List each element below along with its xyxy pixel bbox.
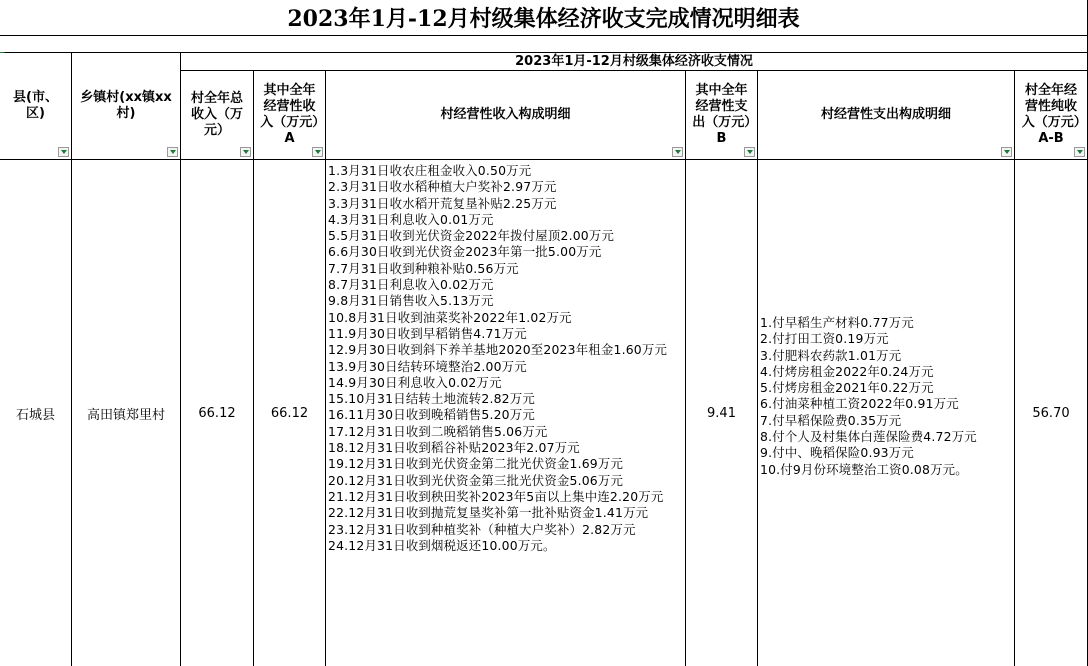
header-net-income-label: 村全年经营性纯收入（万元）A-B: [1021, 83, 1081, 146]
income-detail-item: 13.9月30日结转环境整治2.00万元: [328, 358, 527, 374]
income-detail-item: 18.12月31日收到稻谷补贴2023年2.07万元: [328, 440, 580, 456]
header-village[interactable]: [72, 53, 181, 160]
expense-detail-item: 3.付肥料农药款1.01万元: [760, 347, 902, 363]
expense-detail-item: 7.付早稻保险费0.35万元: [760, 412, 902, 428]
dropdown-filter-icon[interactable]: [1074, 147, 1085, 157]
cell-income-detail[interactable]: [326, 160, 686, 666]
income-detail-item: 23.12月31日收到种植奖补（种植大户奖补）2.82万元: [328, 521, 636, 537]
cell-operating-expense[interactable]: 9.41: [686, 160, 758, 666]
cell-village[interactable]: 高田镇郑里村: [72, 160, 181, 666]
dropdown-filter-icon[interactable]: [58, 147, 69, 157]
header-operating-expense-label: 其中全年经营性支出（万元）B: [692, 83, 751, 146]
income-detail-item: 3.3月31日收水稻开荒复垦补贴2.25万元: [328, 195, 557, 211]
header-county-label: 县(市、区): [13, 90, 58, 121]
header-total-income[interactable]: [181, 71, 254, 160]
header-operating-expense[interactable]: [686, 71, 758, 160]
income-detail-item: 22.12月31日收到抛荒复垦奖补第一批补贴资金1.41万元: [328, 505, 649, 521]
income-detail-item: 8.7月31日利息收入0.02万元: [328, 277, 494, 293]
group-header[interactable]: 2023年1月-12月村级集体经济收支情况: [181, 53, 1088, 71]
income-detail-item: 9.8月31日销售收入5.13万元: [328, 293, 494, 309]
header-income-detail-label: 村经营性收入构成明细: [440, 107, 571, 122]
income-detail-item: 24.12月31日收到烟税返还10.00万元。: [328, 537, 556, 553]
header-village-label: 乡镇村(xx镇xx村): [80, 90, 172, 121]
income-detail-item: 4.3月31日利息收入0.01万元: [328, 211, 494, 227]
spacer-row[interactable]: [0, 36, 1088, 53]
cell-county[interactable]: 石城县: [0, 160, 72, 666]
cell-operating-income[interactable]: 66.12: [254, 160, 326, 666]
cell-expense-detail[interactable]: [758, 160, 1015, 666]
income-detail-item: 19.12月31日收到光伏资金第二批光伏资金1.69万元: [328, 456, 624, 472]
sheet-title[interactable]: 2023年1月-12月村级集体经济收支完成情况明细表: [0, 0, 1088, 36]
expense-detail-item: 1.付早稻生产材料0.77万元: [760, 315, 914, 330]
header-operating-income-label: 其中全年经营性收入（万元）A: [260, 83, 319, 146]
income-detail-item: 7.7月31日收到种粮补贴0.56万元: [328, 260, 519, 276]
income-detail-item: 5.5月31日收到光伏资金2022年拨付屋顶2.00万元: [328, 228, 615, 244]
expense-detail-item: 8.付个人及村集体白莲保险费4.72万元: [760, 429, 977, 445]
expense-detail-item: 4.付烤房租金2022年0.24万元: [760, 363, 934, 379]
dropdown-filter-icon[interactable]: [1001, 147, 1012, 157]
dropdown-filter-icon[interactable]: [240, 147, 251, 157]
income-detail-item: 17.12月31日收到二晚稻销售5.06万元: [328, 423, 548, 439]
income-detail-item: 16.11月30日收到晚稻销售5.20万元: [328, 407, 535, 423]
expense-detail-item: 5.付烤房租金2021年0.22万元: [760, 380, 934, 396]
income-detail-item: 20.12月31日收到光伏资金第三批光伏资金5.06万元: [328, 472, 624, 488]
header-net-income[interactable]: [1015, 71, 1088, 160]
dropdown-filter-icon[interactable]: [167, 147, 178, 157]
dropdown-filter-icon[interactable]: [744, 147, 755, 157]
dropdown-filter-icon[interactable]: [312, 147, 323, 157]
income-detail-item: 1.3月31日收农庄租金收入0.50万元: [328, 163, 532, 178]
expense-detail-item: 9.付中、晚稻保险0.93万元: [760, 445, 914, 461]
income-detail-item: 11.9月30日收到早稻销售4.71万元: [328, 325, 527, 341]
income-detail-item: 21.12月31日收到秧田奖补2023年5亩以上集中连2.20万元: [328, 488, 664, 504]
income-detail-item: 6.6月30日收到光伏资金2023年第一批5.00万元: [328, 244, 602, 260]
income-detail-item: 2.3月31日收水稻种植大户奖补2.97万元: [328, 179, 557, 195]
header-expense-detail-label: 村经营性支出构成明细: [820, 107, 951, 122]
income-detail-item: 12.9月30日收到斜下养羊基地2020至2023年租金1.60万元: [328, 342, 668, 358]
income-detail-list: [328, 163, 683, 554]
income-detail-item: 15.10月31日结转土地流转2.82万元: [328, 391, 535, 407]
header-operating-income[interactable]: [254, 71, 326, 160]
cell-net-income[interactable]: 56.70: [1015, 160, 1088, 666]
expense-detail-item: 6.付油菜种植工资2022年0.91万元: [760, 396, 959, 412]
expense-detail-item: 2.付打田工资0.19万元: [760, 331, 889, 347]
header-total-income-label: 村全年总收入（万元）: [190, 91, 243, 138]
header-county[interactable]: [0, 53, 72, 160]
expense-detail-list: [760, 315, 1010, 478]
header-expense-detail[interactable]: [758, 71, 1015, 160]
expense-detail-item: 10.付9月份环境整治工资0.08万元。: [760, 461, 968, 477]
income-detail-item: 10.8月31日收到油菜奖补2022年1.02万元: [328, 309, 572, 325]
dropdown-filter-icon[interactable]: [672, 147, 683, 157]
header-income-detail[interactable]: [326, 71, 686, 160]
cell-total-income[interactable]: 66.12: [181, 160, 254, 666]
income-detail-item: 14.9月30日利息收入0.02万元: [328, 374, 502, 390]
